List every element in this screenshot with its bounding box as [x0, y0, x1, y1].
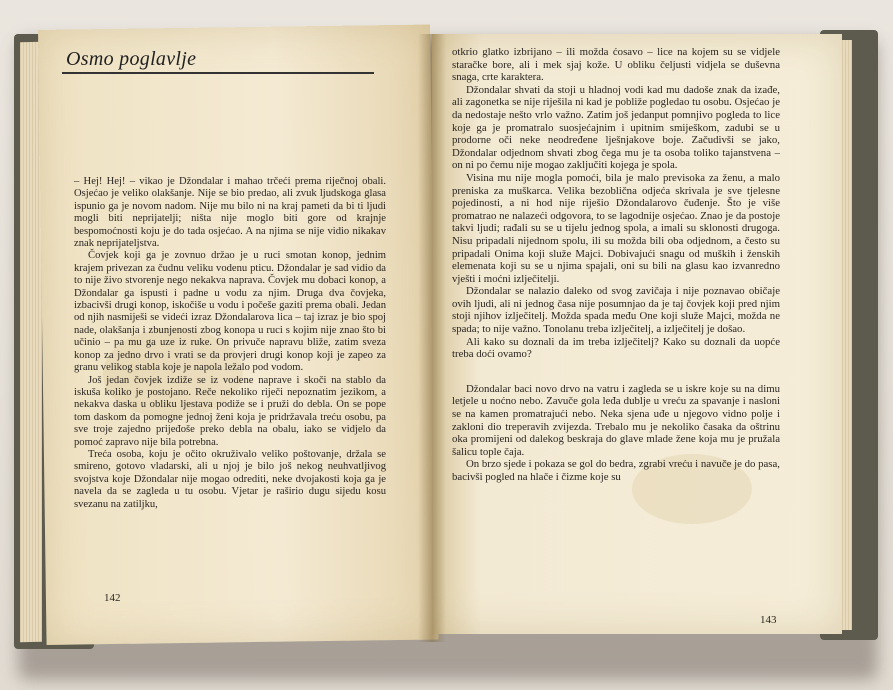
- paragraph: Treća osoba, koju je očito okruživalo veliko poštovanje, držala se smireno, gotovo vladarski, ali u njoj je bilo još nekog neuhvatljivog svojstva koje Džondalar nije mogao odrediti, neke dvojakosti koja ga je navela da se zagleda u tu osobu. Vjetar je raširio dugu sijedu kosu svezanu na zatiljku,: [74, 448, 386, 510]
- paragraph: Visina mu nije mogla pomoći, bila je malo previsoka za ženu, a malo preniska za muškarca. Velika bezoblična odjeća skrivala je sve tjelesne pojedinosti, a ni hod nije riješio Džondalarovo čuđenje. Što je više promatrao ne nalazeći odgovora, to se lagodnije osjećao. Znao je da postoje takvi ljudi; rađali su se u tijelu jednog spola, a imali su sklonosti drugoga. Nisu pripadali nijednom spolu, ili su možda bili oba odjednom, a često su pripadali Onima koji služe Majci. Dobivajući snagu od muških i ženskih elemenata koji su se u njima spajali, oni su bili na glasu kao izvanredno vješti i moćni izlječitelji.: [452, 171, 780, 285]
- paragraph: Ali kako su doznali da im treba izlječitelj? Kako su doznali da uopće treba doći ovamo?: [452, 335, 780, 361]
- paragraph: Još jedan čovjek izdiže se iz vodene naprave i skoči na stablo da iskuša koliko je postojano. Reče nekoliko riječi nepoznatim jezikom, a nekakva daska u obliku ljestava podiže se i pruži do debla. On se pope tom daskom da pomogne jednoj ženi koja je pridržavala treću osobu, pa sve troje zajedno prijeđoše preko debla na obalu, iako se vidjelo da pomoć zapravo nije bila potrebna.: [74, 374, 386, 448]
- page-number-right: 143: [760, 614, 777, 626]
- paragraph: otkrio glatko izbrijano – ili možda ćosavo – lice na kojem su se vidjele staračke bore, ali i mek sjaj kože. U obliku čeljusti vidjela se duševna snaga, crte karaktera.: [452, 46, 780, 84]
- paragraph: Džondalar baci novo drvo na vatru i zagleda se u iskre koje su na dimu letjele u noćno nebo. Zavuče gola leđa dublje u vreću za spavanje i nasloni se na kamen promatrajući nebo. Neka sjena uđe u njegovo vidno polje i zakloni dio treperavih zvijezda. Trebalo mu je nekoliko časaka da oštrinu oka promijeni od dalekog beskraja do glave mlade žene koja mu je pružala šalicu tople čaja.: [452, 382, 780, 458]
- paragraph: – Hej! Hej! – vikao je Džondalar i mahao trčeći prema riječnoj obali. Osjećao je veliko olakšanje. Nije se bio predao, ali zvuk ljudskoga glasa ispunio ga je novom nadom. Nije mu bilo ni na kraj pameti da bi ti ljudi mogli biti neprijatelji; ništa nije moglo biti gore od krajnje bespomoćnosti koju je do tada osjećao. A na njima se nije vidio nikakav znak neprijateljstva.: [74, 176, 386, 250]
- left-page-text: [74, 176, 386, 511]
- paragraph: Čovjek koji ga je zovnuo držao je u ruci smotan konop, jednim krajem privezan za čudnu veliku vodenu pticu. Džondalar je sad vidio da to nije živo stvorenje nego nekakva naprava. Čovjek mu dobaci konop, a Džondalar ga ispusti i padne u vodu za njim. Druga dva čovjeka, izbacivši drugi konop, iskočiše u vodu i počeše gaziti prema obali. Jedan od njih nasmiješi se videći izraz Džondalarova lica – taj izraz je bio spoj nade, olakšanja i zbunjenosti zbog konopa u ruci s kojim nije znao što bi učinio – pa mu ga uze iz ruke. On privuče napravu bliže, zatim sveza konop za jedno drvo i vrati se da provjeri drugi konop koji je zapeo za granu velikog stabla koje je napola ležalo pod vodom.: [74, 250, 386, 374]
- book-gutter: [418, 34, 446, 642]
- chapter-rule: [62, 72, 374, 74]
- chapter-title: Osmo poglavlje: [66, 48, 197, 70]
- paragraph: Džondalar shvati da stoji u hladnoj vodi kad mu dadoše znak da izađe, ali zagonetka se nije riješila ni kad je pobliže pogledao tu osobu. Osjećao je da nedostaje nešto vrlo važno. Zatim još jedanput pomnjivo pogleda to lice koje ga je promatralo suosjećajnim i upitnim smiješkom, zadubi se u prodorne oči neke neodređene lješnjakove boje. Začudivši se jako, Džondalar odjednom shvati zbog čega mu je ta osoba toliko tajanstvena – on ni po čemu nije mogao zaključiti kojega je spola.: [452, 83, 780, 172]
- paragraph: On brzo sjede i pokaza se gol do bedra, zgrabi vreću i navuče je do pasa, bacivši pogled na hlače i čizme koje su: [452, 458, 780, 483]
- right-page-text: [452, 46, 780, 484]
- paragraph: Džondalar se nalazio daleko od svog zavičaja i nije poznavao običaje ovih ljudi, ali ni jednog časa nije posumnjao da je taj čovjek koji pred njim stoji njihov izlječitelj. Možda spada među One koji služe Majci, možda ne spada; to nije važno. Tonolanu treba izlječitelj, a izlječitelj je došao.: [452, 285, 780, 336]
- page-number-left: 142: [104, 592, 121, 604]
